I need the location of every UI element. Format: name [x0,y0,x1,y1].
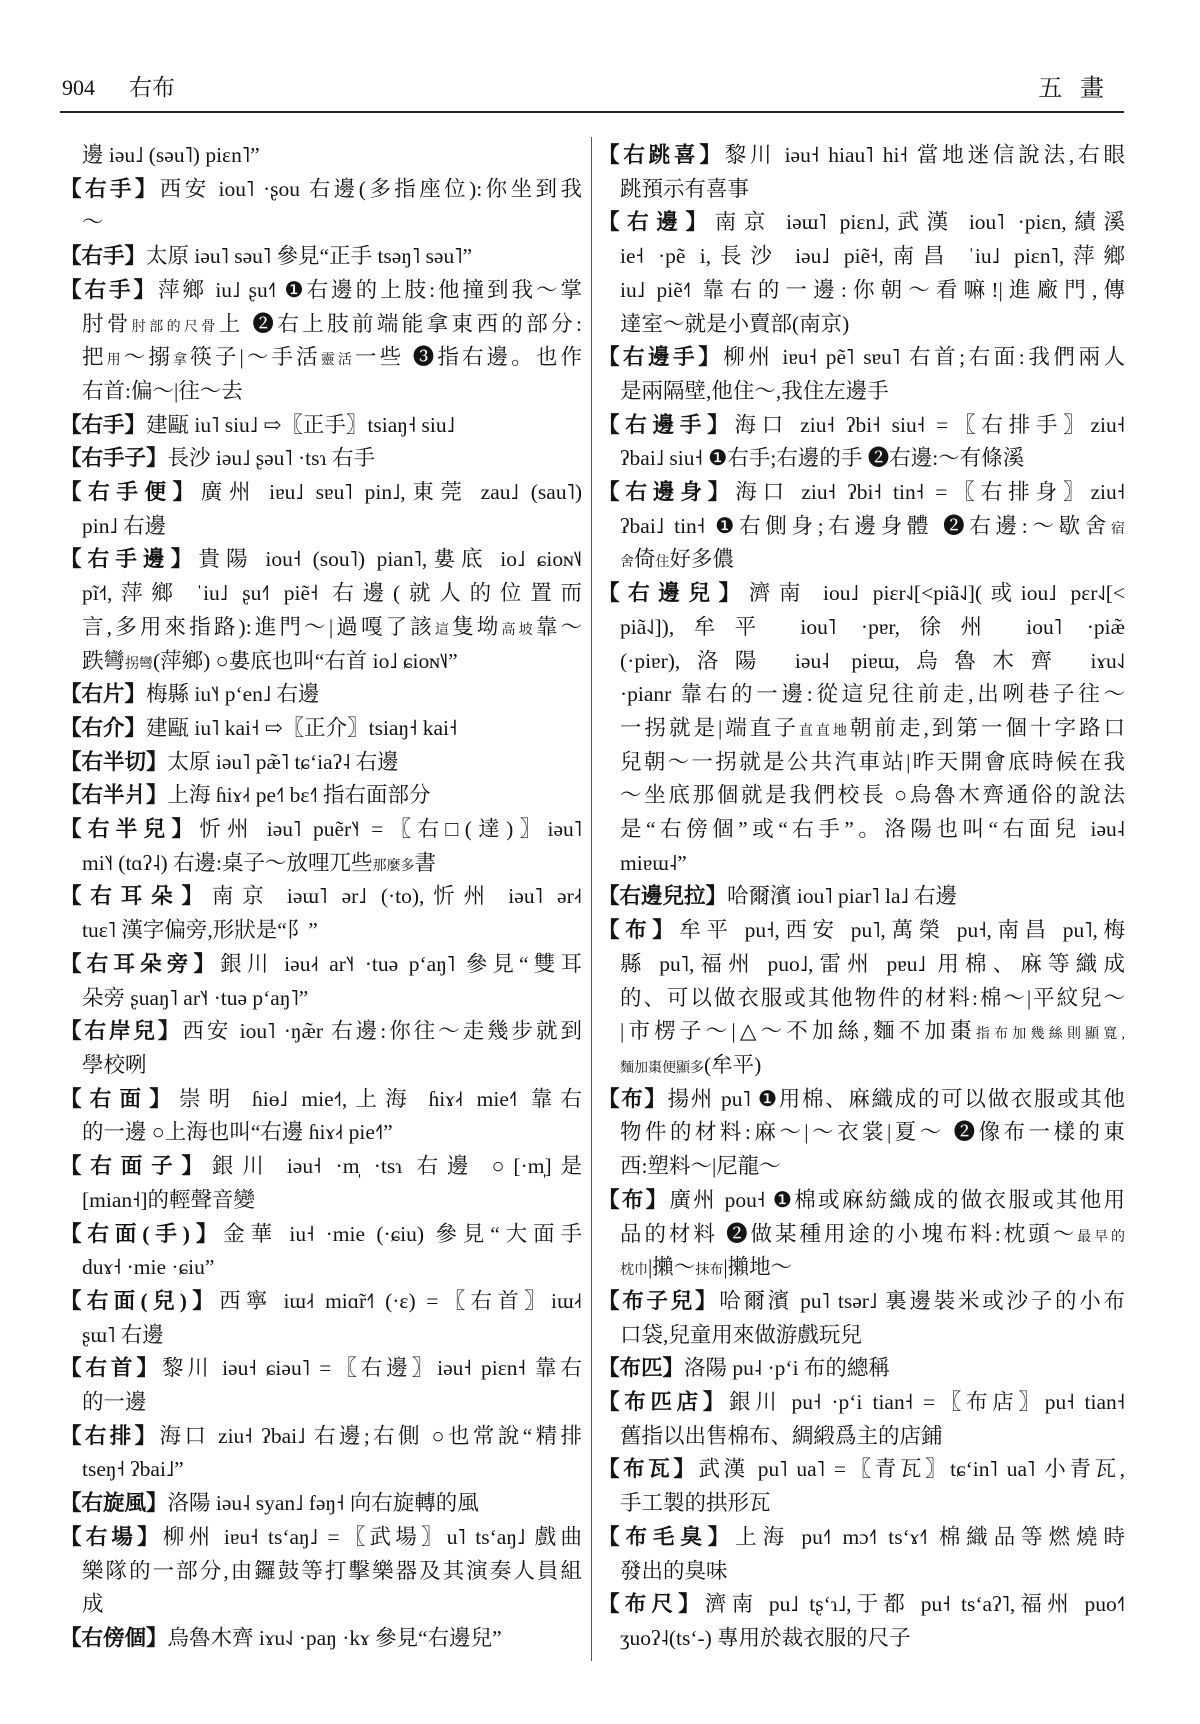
entry-text: 兒朝～一拐就是公共汽車站|昨天開會底時候在我 [620,749,1125,774]
running-head: 右布 [129,75,175,101]
entry-line [60,1386,582,1420]
entry-headword: 【布毛臭】 [598,1524,736,1549]
dictionary-entry [60,1622,582,1656]
dictionary-entry [598,139,1125,206]
entry-text: 銀川 iəu˧ ·m̩ ·tsɿ 右邊 ○[·m̩]是 [211,1154,582,1179]
entry-line [598,678,1125,712]
entry-line [598,1487,1125,1521]
inline-gloss: 抹布 [695,1263,724,1279]
entry-text: miɐɯ˨” [620,850,687,875]
entry-line [60,1352,582,1386]
entry-text: 邊 iəu˩ (səu˥) piɛn˥” [82,143,260,167]
entry-line [598,274,1125,308]
entry-line [598,543,1125,577]
entry-text: 廣州 pou˧ ❶棉或麻紡織成的做衣服或其他用 [669,1187,1125,1212]
entry-line [60,948,582,982]
entry-headword: 【右半兒】 [60,817,200,842]
entry-headword: 【右面子】 [60,1154,212,1179]
entry-text: 濟南 iou˩ piɛr˨˩[<piã˨˩](或iou˩ pɛr˨˩[< [748,581,1125,606]
entry-line [598,206,1125,240]
entry-text: ʒuoʔ˨(tsʻ-) 專用於裁衣服的尺子 [620,1625,911,1650]
entry-line [598,779,1125,813]
entry-line [598,914,1125,948]
entry-line [598,1352,1125,1386]
entry-line [60,409,582,443]
entry-text: 濟南 pu˩ tʂʻɿ˩,于都 pu˧ tsʻaʔ˥,福州 puo˧˥ [704,1592,1125,1617]
entry-text: 朵旁 ʂuaŋ˥ ar˥˧ ·tuə pʻaŋ˥” [82,985,309,1010]
inline-gloss: 拐彎 [125,656,154,672]
dictionary-entry [60,712,582,746]
entry-text: 筷子|～手活 [190,345,321,370]
entry-line [60,982,582,1016]
dictionary-entry [60,543,582,678]
entry-text: 黎川 iəu˧ ɕiəu˥ =〖右邊〗iəu˧ piɛn˧ 靠右 [161,1356,582,1381]
entry-text: 金華 iu˧ ·mie (·ɕiu) 參見“大面手 [223,1221,582,1246]
entry-text: 舊指以出售棉布、綢緞爲主的店鋪 [620,1423,943,1448]
entry-text: (萍鄉) ○婁底也叫“右首 io˩ ɕioɴ˥˩” [153,648,458,673]
entry-line [598,847,1125,881]
entry-text: 發出的臭味 [620,1558,728,1583]
entry-headword: 【右片】 [60,682,147,707]
entry-line [60,442,582,476]
section-label: 五 畫 [1038,74,1104,102]
entry-headword: 【右面(手)】 [60,1221,224,1246]
entry-headword: 【布】 [598,918,680,943]
entry-line [60,341,582,375]
dictionary-entry [598,1453,1125,1520]
entry-text: 靠～ [535,614,582,639]
entry-text: 貴陽 iou˧ (sou˥) pian˥,婁底 io˩ ɕioɴ˥˩ [198,547,582,572]
entry-text: 是“右傍個”或“右手”。洛陽也叫“右面兒 iəu˨ [620,817,1125,842]
entry-text: 的、可以做衣服或其他物件的材料:棉～|平紋兒～ [620,985,1125,1010]
entry-headword: 【右手便】 [60,480,201,505]
entry-line [60,1218,582,1252]
entry-text: 崇明 ɦiɵ˩ mie˧˦,上海 ɦiɤ˨˧ mie˧˥ 靠右 [178,1086,582,1111]
entry-text: 海口 ziu˧ ʔbi˧ siu˧ =〖右排手〗ziu˧ [734,412,1125,437]
entry-text: |攋地～ [723,1255,793,1280]
entry-text: 書 [414,850,436,875]
entry-text: 洛陽 iəu˨ syan˩ fəŋ˧ 向右旋轉的風 [167,1491,479,1516]
entry-text: 銀川 pu˧ ·pʻi tian˧ =〖布店〗pu˧ tian˧ [729,1390,1125,1415]
entry-text: 樂隊的一部分,由鑼鼓等打擊樂器及其演奏人員組 [82,1558,582,1583]
entry-text: mi˥˧ (tɑʔ˨) 右邊:桌子～放哩兀些 [82,850,373,875]
dictionary-entry [60,139,582,173]
entry-text: 手工製的拱形瓦 [620,1491,771,1516]
entry-text: 品的材料 ❷做某種用途的小塊布料:枕頭～ [620,1221,1078,1246]
dictionary-entry [60,1218,582,1285]
entry-text: ～ [82,210,104,235]
entry-headword: 【右耳朵】 [60,884,212,909]
entry-line [60,1251,582,1285]
entry-headword: 【右面】 [60,1086,179,1111]
entry-line [598,1555,1125,1589]
entry-line [60,1521,582,1555]
entry-headword: 【布匹】 [598,1356,685,1381]
entry-text: pin˩ 右邊 [82,513,167,538]
entry-headword: 【右手】 [60,412,147,437]
entry-line [598,1015,1125,1049]
entry-headword: 【布】 [598,1187,670,1212]
entry-headword: 【右排】 [60,1423,160,1448]
entry-line [598,712,1125,746]
dictionary-entry [598,206,1125,341]
dictionary-entry [598,880,1125,914]
entry-line [60,847,582,881]
entry-line [598,813,1125,847]
entry-text: 物件的材料:麻～|～衣裳|夏～ ❷像布一樣的東 [620,1120,1125,1145]
entry-text: tseŋ˧ ʔbai˩” [82,1457,184,1482]
entry-text: 太原 iəu˥ səu˥ 參見“正手 tsəŋ˥ səu˥” [146,244,473,269]
entry-line [60,476,582,510]
dictionary-entry [60,948,582,1015]
entry-text: 揚州 pu˥ ❶用棉、麻織成的可以做衣服或其他 [667,1086,1125,1111]
dictionary-entry [598,1285,1125,1352]
entry-text: 口袋,兒童用來做游戲玩兒 [620,1322,862,1347]
dictionary-entry [60,1521,582,1622]
entry-line [598,1420,1125,1454]
inline-gloss: 枕巾 [620,1263,648,1279]
entry-text: |市楞子～|△～不加絲,麵不加棗 [620,1019,976,1044]
entry-line [60,712,582,746]
entry-text: ·pianr 靠右的一邊:從這兒往前走,出咧巷子往～ [620,682,1125,707]
dictionary-entry [60,274,582,409]
entry-line [60,308,582,342]
entry-line [598,341,1125,375]
entry-text: 的一邊 ○上海也叫“右邊 ɦiɤ˨˧ pie˧˥” [82,1120,393,1145]
entry-line [598,1386,1125,1420]
entry-line [598,442,1125,476]
entry-line [60,577,582,611]
dictionary-entry [60,1487,582,1521]
entry-text: 銀川 iəu˨˧ ar˥˧ ·tuə pʻaŋ˥ 參見“雙耳 [220,951,582,976]
entry-line [60,645,582,679]
inline-gloss: 最早的 [1077,1229,1126,1245]
inline-gloss: 舍 [620,555,634,571]
entry-text: ʔbai˩ siu˧ ❶右手;右邊的手 ❷右邊:～有條溪 [620,446,1025,471]
entry-line [60,746,582,780]
entry-text: 把 [82,345,107,370]
entry-line [60,1453,582,1487]
entry-line [60,1285,582,1319]
column-divider [591,137,592,1661]
entry-text: ie˧ ·pẽ i,長沙 iəu˩ piẽ˧,南昌 ˈiu˩ piɛn˥,萍鄉 [620,244,1125,269]
entry-text: 牟平 pu˧,西安 pu˥,萬榮 pu˧,南昌 pu˥,梅 [679,918,1125,943]
entry-line [598,139,1125,173]
entry-text: 太原 iəu˥ pæ̃˥ tɕʻiaʔ˨ 右邊 [167,749,399,774]
entry-text: 梅縣 iu˥˧ pʻen˩ 右邊 [146,682,320,707]
entry-text: 右首:偏～|往～去 [82,378,243,403]
inline-gloss: 直直地 [798,723,850,739]
entry-text: 跳預示有喜事 [620,176,750,201]
entry-text: 哈爾濱 iou˥ piar˥ la˩ 右邊 [727,884,958,909]
entry-line [598,1116,1125,1150]
entry-headword: 【右手】 [60,244,147,269]
entry-line [60,1555,582,1589]
entry-line [598,982,1125,1016]
dictionary-entry [598,1386,1125,1453]
entry-line [598,1184,1125,1218]
entry-headword: 【右邊手】 [598,412,735,437]
entry-text: ～坐底那個就是我們校長 ○烏魯木齊通俗的說法 [620,783,1125,808]
entry-line [60,1049,582,1083]
entry-line [598,1588,1125,1622]
entry-line [598,1453,1125,1487]
entry-line [60,1184,582,1218]
entry-text: 烏魯木齊 iɤu˨˩ ·paŋ ·kɤ 參見“右邊兒” [167,1625,502,1650]
dictionary-entry [598,1184,1125,1285]
entry-text: 西寧 iɯ˨˧ miɑ̃r˧˥ (·ɛ) =〖右首〗iɯ˨˧ [219,1288,582,1313]
entry-headword: 【右邊兒拉】 [598,884,728,909]
entry-line [598,1218,1125,1252]
entry-text: 建甌 iu˥ siu˩ ⇨〖正手〗tsiaŋ˧ siu˩ [146,412,455,437]
entry-text: 西安 iou˥ ·ʂou 右邊(多指座位):你坐到我 [159,176,582,201]
entry-line [598,1083,1125,1117]
entry-line [60,914,582,948]
entry-headword: 【右半切】 [60,749,168,774]
entry-line [598,1049,1125,1083]
dictionary-entry [598,914,1125,1083]
inline-gloss: 用 [106,353,124,369]
entry-line [60,1083,582,1117]
entry-line [598,1622,1125,1656]
entry-text: 西:塑料～|尼龍～ [620,1154,781,1179]
inline-gloss: 靈活 [320,353,356,369]
entry-headword: 【右手】 [60,176,160,201]
entry-text: 長沙 iəu˩ ʂəu˥ ·tsɿ 右手 [167,446,376,471]
entry-line [598,611,1125,645]
entry-text: 萍鄉 iu˩ ʂu˧˥ ❶右邊的上肢:他撞到我～掌 [157,277,582,302]
entry-headword: 【右岸兒】 [60,1019,183,1044]
dictionary-entry [598,1352,1125,1386]
entry-text: 南京 iəɯ˥ ər˩ (·to),忻州 iəu˥ ər˨˧ [211,884,582,909]
dictionary-entry [60,1285,582,1352]
entry-headword: 【布尺】 [598,1592,705,1617]
entry-text: 哈爾濱 pu˥ tsər˩ 裏邊裝米或沙子的小布 [719,1288,1125,1313]
entry-text: 朝前走,到第一個十字路口 [849,715,1125,740]
entry-text: 肘骨 [82,311,132,336]
dictionary-entry [598,341,1125,408]
entry-line [60,375,582,409]
entry-line [60,880,582,914]
entry-text: 上 ❷右上肢前端能拿東西的部分: [218,311,582,336]
inline-gloss: 宿 [1111,521,1125,537]
dictionary-entry [60,442,582,476]
right-column [598,139,1125,1656]
inline-gloss: 住 [655,555,670,571]
entry-text: ～搦 [123,345,174,370]
entry-line [598,240,1125,274]
entry-text: 學校咧 [82,1052,147,1077]
inline-gloss: 麵加棗便顯多 [620,1060,704,1076]
dictionary-entry [60,240,582,274]
inline-gloss: 肘部的尺骨 [131,319,219,335]
entry-headword: 【右場】 [60,1524,163,1549]
entry-line [60,274,582,308]
entry-text: 海口 ziu˧ ʔbai˩ 右邊;右側 ○也常說“精排 [159,1423,582,1448]
entry-headword: 【右跳喜】 [598,143,725,167]
dictionary-entry [598,577,1125,880]
dictionary-entry [60,1420,582,1487]
entry-headword: 【右半爿】 [60,783,168,808]
entry-line [598,510,1125,544]
entry-text: (·piɐr),洛陽 iəu˨ piɐɯ,烏魯木齊 iɤu˨˩ [620,648,1125,673]
inline-gloss: 指布加幾絲則顯寬, [975,1027,1125,1043]
inline-gloss: 拿 [173,353,191,369]
entry-headword: 【布匹店】 [598,1390,730,1415]
entry-text: 隻坳 [452,614,502,639]
left-column [60,139,582,1656]
dictionary-entry [598,1521,1125,1588]
entry-headword: 【右面(兒)】 [60,1288,220,1313]
dictionary-entry [60,880,582,947]
entry-headword: 【右旋風】 [60,1491,168,1516]
entry-text: 是兩隔壁,他住～,我住左邊手 [620,378,889,403]
entry-headword: 【右邊兒】 [598,581,749,606]
entry-line [60,139,582,173]
dictionary-entry [60,813,582,880]
entry-text: 南京 iəɯ˥ piɛn˩,武漢 iou˥ ·piɛn,績溪 [714,210,1125,235]
dictionary-entry [60,173,582,240]
entry-text: [mian˧]的輕聲音變 [82,1187,256,1212]
entry-text: |攋～ [648,1255,696,1280]
page-number: 904 [62,75,95,100]
entry-line [60,1116,582,1150]
entry-line [60,240,582,274]
entry-text: 洛陽 pu˨ ·pʻi 布的總稱 [684,1356,890,1381]
entry-text: 言,多用來指路):進門～|過嘎了該 [82,614,435,639]
entry-line [60,1588,582,1622]
entry-text: ʔbai˩ tin˧ ❶右側身;右邊身體 ❷右邊:～歇舍 [620,513,1111,538]
entry-text: 建甌 iu˥ kai˧ ⇨〖正介〗tsiaŋ˧ kai˧ [146,715,458,740]
entry-line [598,1285,1125,1319]
entry-line [60,678,582,712]
entry-text: 成 [82,1592,104,1617]
dictionary-entry [598,409,1125,476]
entry-text: 柳州 iɐu˧ tsʻaŋ˩ =〖武場〗u˥ tsʻaŋ˩ 戲曲 [162,1524,582,1549]
entry-text: (牟平) [704,1052,762,1077]
entry-text: 的一邊 [82,1390,147,1415]
entry-text: 武漢 pu˥ ua˥ =〖青瓦〗tɕʻin˥ ua˥ 小青瓦, [698,1457,1125,1482]
entry-line [598,1150,1125,1184]
entry-text: 上海 pu˧˥ mɔ˧˥ tsʻɤ˧˥ 棉織品等燃燒時 [735,1524,1125,1549]
entry-line [60,510,582,544]
entry-line [60,543,582,577]
entry-line [598,948,1125,982]
dictionary-entry [598,1083,1125,1184]
entry-headword: 【布】 [598,1086,668,1111]
dictionary-entry [60,779,582,813]
entry-headword: 【右邊手】 [598,345,724,370]
entry-line [598,1251,1125,1285]
entry-text: ʂɯ˥ 右邊 [82,1322,164,1347]
inline-gloss: 這 [434,622,453,638]
entry-text: 海口 ziu˧ ʔbi˧ tin˧ =〖右排身〗ziu˧ [735,480,1125,505]
dictionary-entry [598,1588,1125,1655]
entry-text: tuɛ˥ 漢字偏旁,形狀是“阝” [82,918,318,943]
entry-headword: 【布子兒】 [598,1288,720,1313]
entry-line [598,1521,1125,1555]
entry-text: 廣州 iɐu˩ sɐu˥ pin˩,東莞 zau˩ (sau˥) [200,480,582,505]
dictionary-entry [60,746,582,780]
entry-text: piã˨˩]),牟平 iou˥ ·pɐr,徐州 iou˥ ·piæ̃ [620,614,1125,639]
entry-headword: 【右傍個】 [60,1625,168,1650]
dictionary-entry [60,409,582,443]
entry-line [60,813,582,847]
entry-line [60,779,582,813]
entry-line [60,611,582,645]
entry-headword: 【右手邊】 [60,547,199,572]
dictionary-entry [60,678,582,712]
entry-text: 跌彎 [82,648,126,673]
entry-line [598,375,1125,409]
entry-headword: 【布瓦】 [598,1457,699,1482]
entry-line [598,880,1125,914]
entry-line [60,1622,582,1656]
entry-line [60,1015,582,1049]
entry-headword: 【右介】 [60,715,147,740]
entry-text: 好多儂 [669,547,735,572]
dictionary-entry [598,476,1125,577]
entry-headword: 【右手子】 [60,446,168,471]
dictionary-entry [60,476,582,543]
entry-line [60,1487,582,1521]
entry-headword: 【右首】 [60,1356,162,1381]
entry-text: 縣 pu˥,福州 puo˩,雷州 pɐu˩ 用棉、麻等織成 [620,951,1125,976]
entry-line [598,1319,1125,1353]
entry-line [60,206,582,240]
entry-headword: 【右耳朵旁】 [60,951,221,976]
entry-line [598,476,1125,510]
entry-line [60,1150,582,1184]
entry-text: 一拐就是|端直子 [620,715,799,740]
entry-text: pĩ˧˦,萍鄉 ˈiu˩ ʂu˧˥ piẽ˧ 右邊(就人的位置而 [82,581,582,606]
entry-text: 一些 ❸指右邊。也作 [355,345,583,370]
dictionary-entry [60,1015,582,1082]
entry-text: 倚 [634,547,656,572]
entry-headword: 【右邊身】 [598,480,736,505]
entry-line [60,1319,582,1353]
dictionary-entry [60,1352,582,1419]
entry-line [598,645,1125,679]
entry-text: 柳州 iɐu˧ pẽ˥ sɐu˥ 右首;右面:我們兩人 [723,345,1125,370]
entry-text: 忻州 iəu˥ puẽr˥˧ =〖右□(達)〗iəu˥ [199,817,582,842]
entry-line [598,409,1125,443]
entry-line [598,173,1125,207]
entry-headword: 【右手】 [60,277,158,302]
entry-text: iu˩ piẽ˧˥ 靠右的一邊:你朝～看嘛!|進廠門,傳 [620,277,1125,302]
entry-text: 上海 ɦiɤ˨˧ pe˧˥ bɛ˧˥ 指右面部分 [167,783,431,808]
entry-text: 達室～就是小賣部(南京) [620,311,850,336]
entry-text: 西安 iou˥ ·ŋæ̃r 右邊:你往～走幾步就到 [182,1019,582,1044]
header-rule [60,111,1124,113]
entry-text: duɤ˧ ·mie ·ɕiu” [82,1255,215,1280]
entry-line [60,1420,582,1454]
entry-line [598,577,1125,611]
entry-headword: 【右邊】 [598,210,715,235]
inline-gloss: 那麼多 [372,858,415,874]
dictionary-entry [60,1083,582,1150]
entry-line [598,746,1125,780]
dictionary-entry [60,1150,582,1217]
page-header-left [62,72,175,104]
entry-text: 黎川 iəu˧ hiau˥ hi˧ 當地迷信說法,右眼 [724,143,1125,167]
entry-line [598,308,1125,342]
inline-gloss: 高坡 [501,622,536,638]
entry-line [60,173,582,207]
